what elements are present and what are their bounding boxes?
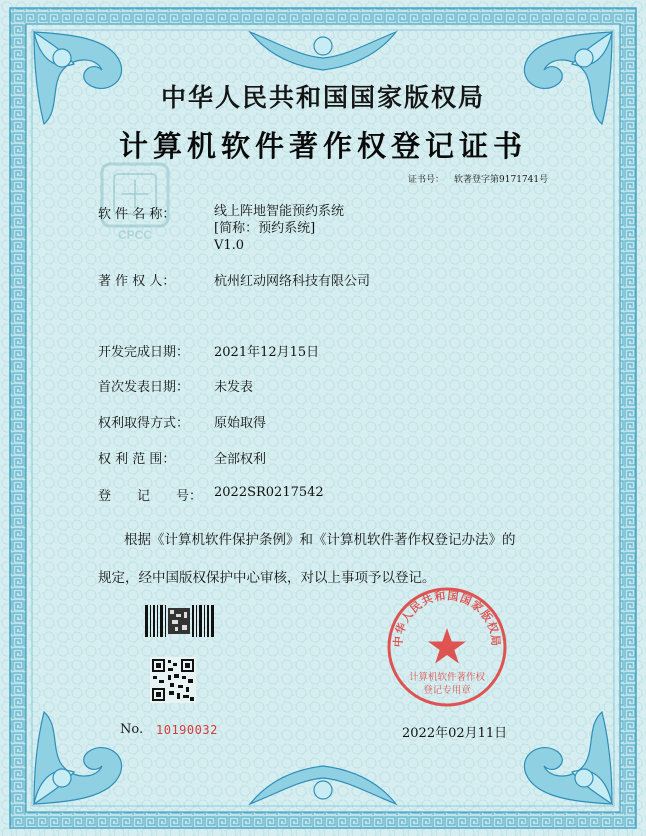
software-name-value: 线上阵地智能预约系统 xyxy=(214,204,345,219)
software-version: V1.0 xyxy=(214,238,245,253)
publish-date-row xyxy=(98,376,254,395)
issuing-authority: 中华人民共和国国家版权局 xyxy=(160,83,485,112)
certificate-number xyxy=(408,172,548,185)
certificate-title: 计算机软件著作权登记证书 xyxy=(118,129,527,163)
scope-value: 全部权利 xyxy=(214,452,267,467)
dev-date-label: 开发完成日期： xyxy=(98,345,190,360)
statement-line-2: 规定，经中国版权保护中心审核，对以上事项予以登记。 xyxy=(98,570,436,586)
publish-date-value: 未发表 xyxy=(214,380,254,395)
acquire-row xyxy=(98,412,267,431)
svg-text:CPCC: CPCC xyxy=(117,228,153,242)
software-name-label: 软 件 名 称： xyxy=(98,207,176,222)
software-short-name: [简称：预约系统] xyxy=(214,221,316,236)
svg-text:中华人民共和国国家版权局: 中华人民共和国国家版权局 xyxy=(391,589,503,648)
acquire-value: 原始取得 xyxy=(214,416,267,431)
serial-label: No. xyxy=(120,722,144,737)
serial-number: 10190032 xyxy=(156,723,218,737)
barcode xyxy=(145,605,215,637)
certificate-number-label: 证书号： xyxy=(408,175,445,185)
svg-text:计算机软件著作权: 计算机软件著作权 xyxy=(408,672,486,683)
scope-row xyxy=(98,448,267,467)
registration-value: 2022SR0217542 xyxy=(214,485,324,500)
svg-text:登记专用章: 登记专用章 xyxy=(423,685,471,696)
acquire-label: 权利取得方式： xyxy=(98,416,190,431)
owner-label: 著 作 权 人： xyxy=(98,274,176,289)
registration-row xyxy=(98,485,324,504)
official-seal xyxy=(386,586,508,708)
qr-code xyxy=(150,657,196,703)
dev-date-row xyxy=(98,341,320,360)
cpcc-watermark-emblem xyxy=(96,160,174,242)
seal-star-icon xyxy=(428,628,466,664)
statement-line-1: 根据《计算机软件保护条例》和《计算机软件著作权登记办法》的 xyxy=(124,532,516,548)
owner-row xyxy=(98,270,371,289)
certificate-number-value: 软著登字第9171741号 xyxy=(454,175,549,185)
software-name-block xyxy=(214,203,344,254)
dev-date-value: 2021年12月15日 xyxy=(214,345,320,360)
scope-label: 权 利 范 围： xyxy=(98,452,176,467)
software-name-row xyxy=(98,203,214,222)
registration-label: 登 记 号： xyxy=(98,489,203,504)
publish-date-label: 首次发表日期： xyxy=(98,380,190,395)
issue-date: 2022年02月11日 xyxy=(402,726,508,741)
owner-value: 杭州红动网络科技有限公司 xyxy=(214,274,371,289)
